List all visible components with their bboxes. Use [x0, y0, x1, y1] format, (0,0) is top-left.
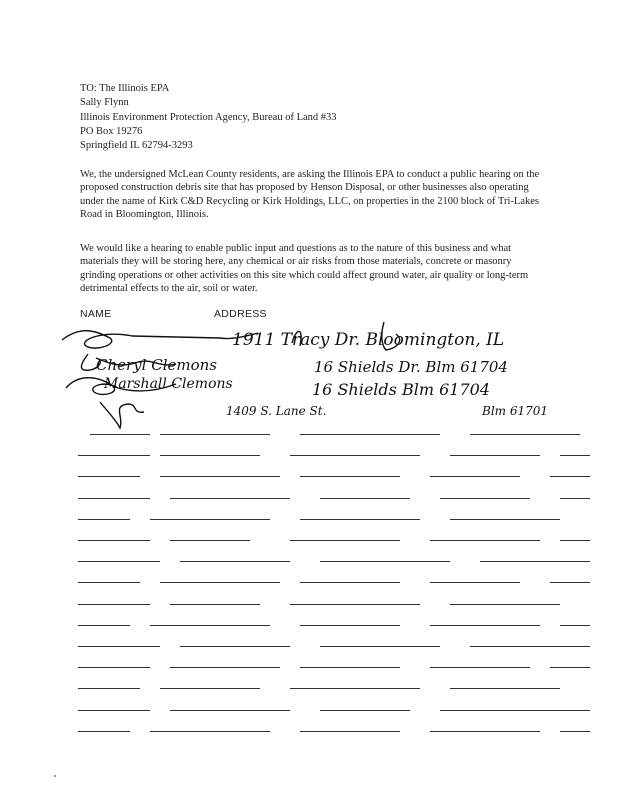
column-header-address: ADDRESS [214, 308, 267, 320]
signature-address: 16 Shields Dr. Blm 61704 [314, 358, 508, 376]
signature-name: Marshall Clemons [104, 376, 233, 392]
recipient-line: Illinois Environment Protection Agency, Bureau of Land #33 [80, 111, 337, 123]
petition-paragraph-1: We, the undersigned McLean County residents, are asking the Illinois EPA to conduct a public hearing on the proposed construction debris site that has proposed by Henson Disposal, or other businesses also operating under the name of Kirk C&D Recycling or Kirk Holdings, LLC, on properties in the 2100 block of Tri-Lakes Road in Bloomington, Illinois. [80, 169, 540, 221]
signature-scribble [62, 331, 258, 348]
recipient-line: Sally Flynn [80, 97, 129, 109]
recipient-line: Springfield IL 62794-3293 [80, 140, 193, 152]
recipient-line: PO Box 19276 [80, 125, 143, 137]
scan-speck [54, 775, 56, 777]
column-header-name: NAME [80, 308, 112, 320]
signature-address: 1409 S. Lane St. [226, 404, 327, 418]
recipient-block [80, 82, 337, 153]
recipient-line: TO: The Illinois EPA [80, 83, 170, 94]
signature-address: 16 Shields Blm 61704 [312, 380, 490, 399]
petition-paragraph-2: We would like a hearing to enable public input and questions as to the nature of this business and what materials they will be storing here, any chemical or air risks from those materials, concrete or masonry grinding operations or other activities on this site which could affect ground water, air quality or long-term detrimental effects to the air, soil or water. [80, 243, 529, 295]
signature-address: 1911 Tracy Dr. Bloomington, IL [232, 330, 505, 350]
blank-signature-lines [78, 435, 590, 732]
signature-city: Blm 61701 [482, 404, 549, 418]
signature-scribble [100, 402, 144, 428]
signature-name: Cheryl Clemons [96, 356, 217, 374]
